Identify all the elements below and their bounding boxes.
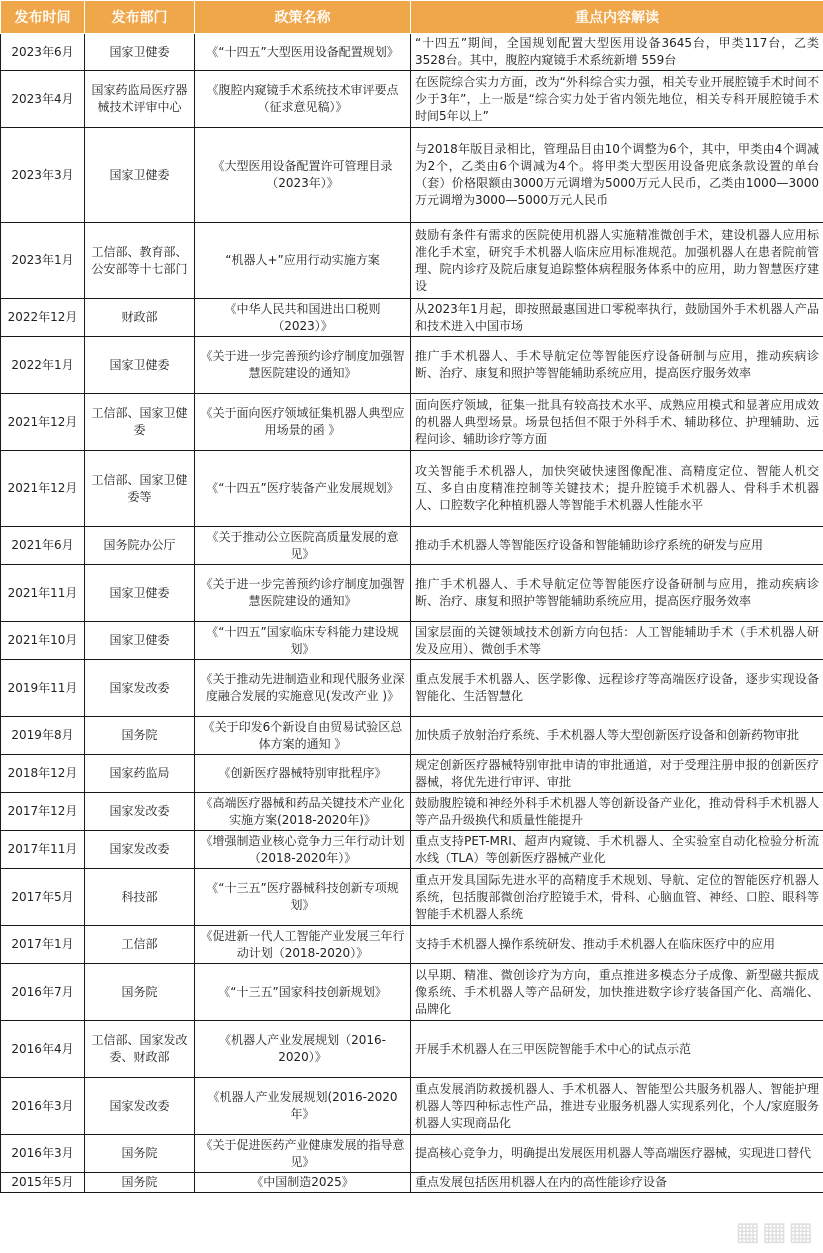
cell-content: 重点支持PET-MRI、超声内窥镜、手术机器人、全实验室自动化检验分析流水线（TLA）等创新医疗器械产业化 bbox=[411, 831, 823, 869]
cell-date: 2023年6月 bbox=[1, 34, 85, 71]
table-row bbox=[1, 717, 823, 755]
cell-dept: 国务院办公厅 bbox=[85, 527, 195, 565]
table-row bbox=[1, 660, 823, 717]
cell-content: 推广手术机器人、手术导航定位等智能医疗设备研制与应用，推动疾病诊断、治疗、康复和照护等智能辅助系统应用，提高医疗服务效率 bbox=[411, 337, 823, 394]
cell-dept: 国家发改委 bbox=[85, 793, 195, 831]
cell-dept: 财政部 bbox=[85, 299, 195, 337]
cell-content: 以早期、精准、微创诊疗为方向，重点推进多模态分子成像、新型磁共振成像系统、手术机器人等产品研发，加快推进数字诊疗装备国产化、高端化、品牌化 bbox=[411, 964, 823, 1021]
cell-date: 2015年5月 bbox=[1, 1173, 85, 1193]
cell-content: 面向医疗领域，征集一批具有较高技术水平、成熟应用模式和显著应用成效的机器人典型场景。场景包括但不限于外科手术、辅助移位、护理辅助、远程问诊、辅助诊疗等方面 bbox=[411, 394, 823, 451]
cell-dept: 国家卫健委 bbox=[85, 337, 195, 394]
table-row bbox=[1, 299, 823, 337]
cell-date: 2023年3月 bbox=[1, 128, 85, 223]
cell-date: 2017年12月 bbox=[1, 793, 85, 831]
cell-policy-name: 《关于进一步完善预约诊疗制度加强智慧医院建设的通知》 bbox=[195, 565, 411, 622]
cell-content: 重点发展手术机器人、医学影像、远程诊疗等高端医疗设备，逐步实现设备智能化、生活智慧化 bbox=[411, 660, 823, 717]
cell-dept: 国家卫健委 bbox=[85, 34, 195, 71]
cell-date: 2016年7月 bbox=[1, 964, 85, 1021]
cell-policy-name: 《高端医疗器械和药品关键技术产业化实施方案(2018-2020年)》 bbox=[195, 793, 411, 831]
table-row bbox=[1, 337, 823, 394]
table-row bbox=[1, 622, 823, 660]
cell-date: 2022年1月 bbox=[1, 337, 85, 394]
cell-date: 2021年12月 bbox=[1, 394, 85, 451]
cell-policy-name: 《腹腔内窥镜手术系统技术审评要点（征求意见稿）》 bbox=[195, 71, 411, 128]
cell-date: 2017年11月 bbox=[1, 831, 85, 869]
table-row bbox=[1, 926, 823, 964]
table-row bbox=[1, 565, 823, 622]
cell-dept: 工信部、国家卫健委 bbox=[85, 394, 195, 451]
table-row bbox=[1, 831, 823, 869]
cell-content: 规定创新医疗器械特别审批申请的审批通道，对于受理注册申报的创新医疗器械，将优先进行审评、审批 bbox=[411, 755, 823, 793]
cell-policy-name: 《关于推动先进制造业和现代服务业深度融合发展的实施意见(发改产业 )》 bbox=[195, 660, 411, 717]
cell-dept: 国家药监局医疗器械技术评审中心 bbox=[85, 71, 195, 128]
cell-policy-name: 《增强制造业核心竞争力三年行动计划（2018-2020年）》 bbox=[195, 831, 411, 869]
cell-policy-name: 《“十三五”国家科技创新规划》 bbox=[195, 964, 411, 1021]
table-row bbox=[1, 1173, 823, 1193]
cell-content: 提高核心竞争力，明确提出发展医用机器人等高端医疗器械，实现进口替代 bbox=[411, 1135, 823, 1173]
table-row bbox=[1, 869, 823, 926]
table-row bbox=[1, 1021, 823, 1078]
cell-policy-name: 《机器人产业发展规划（2016-2020）》 bbox=[195, 1021, 411, 1078]
cell-date: 2021年6月 bbox=[1, 527, 85, 565]
cell-dept: 工信部、国家卫健委等 bbox=[85, 451, 195, 527]
cell-date: 2017年5月 bbox=[1, 869, 85, 926]
cell-date: 2021年10月 bbox=[1, 622, 85, 660]
cell-content: 从2023年1月起，即按照最惠国进口零税率执行，鼓励国外手术机器人产品和技术进入中国市场 bbox=[411, 299, 823, 337]
cell-policy-name: “机器人+”应用行动实施方案 bbox=[195, 223, 411, 299]
cell-content: 鼓励有条件有需求的医院使用机器人实施精准微创手术，建设机器人应用标准化手术室，研究手术机器人临床应用标准规范。加强机器人在患者院前管理、院内诊疗及院后康复追踪整体病程服务体系中的应用，助力智慧医疗建设 bbox=[411, 223, 823, 299]
cell-content: 在医院综合实力方面，改为“外科综合实力强，相关专业开展腔镜手术时间不少于3年”，上一版是“综合实力处于省内领先地位，相关专科开展腔镜手术时间5年以上” bbox=[411, 71, 823, 128]
cell-content: 加快质子放射治疗系统、手术机器人等大型创新医疗设备和创新药物审批 bbox=[411, 717, 823, 755]
cell-policy-name: 《关于印发6个新设自由贸易试验区总体方案的通知 》 bbox=[195, 717, 411, 755]
table-row bbox=[1, 71, 823, 128]
cell-dept: 国务院 bbox=[85, 717, 195, 755]
cell-content: 推广手术机器人、手术导航定位等智能医疗设备研制与应用，推动疾病诊断、治疗、康复和照护等智能辅助系统应用，提高医疗服务效率 bbox=[411, 565, 823, 622]
cell-date: 2021年12月 bbox=[1, 451, 85, 527]
cell-date: 2016年4月 bbox=[1, 1021, 85, 1078]
cell-content: 鼓励腹腔镜和神经外科手术机器人等创新设备产业化，推动骨科手术机器人等产品升级换代和质量性能提升 bbox=[411, 793, 823, 831]
cell-dept: 国务院 bbox=[85, 1135, 195, 1173]
cell-dept: 工信部 bbox=[85, 926, 195, 964]
cell-policy-name: 《关于推动公立医院高质量发展的意见》 bbox=[195, 527, 411, 565]
cell-dept: 科技部 bbox=[85, 869, 195, 926]
cell-content: 重点发展消防救援机器人、手术机器人、智能型公共服务机器人、智能护理机器人等四种标志性产品，推进专业服务机器人实现系列化，个人/家庭服务机器人实现商品化 bbox=[411, 1078, 823, 1135]
cell-content: 重点发展包括医用机器人在内的高性能诊疗设备 bbox=[411, 1173, 823, 1193]
cell-content: 支持手术机器人操作系统研发、推动手术机器人在临床医疗中的应用 bbox=[411, 926, 823, 964]
cell-content: 国家层面的关键领域技术创新方向包括：人工智能辅助手术（手术机器人研发及应用）、微创手术等 bbox=[411, 622, 823, 660]
cell-dept: 国务院 bbox=[85, 964, 195, 1021]
table-row bbox=[1, 1135, 823, 1173]
cell-policy-name: 《关于进一步完善预约诊疗制度加强智慧医院建设的通知》 bbox=[195, 337, 411, 394]
cell-dept: 国家卫健委 bbox=[85, 565, 195, 622]
cell-date: 2023年4月 bbox=[1, 71, 85, 128]
cell-date: 2022年12月 bbox=[1, 299, 85, 337]
header-content: 重点内容解读 bbox=[411, 1, 823, 34]
table-row bbox=[1, 755, 823, 793]
cell-content: 推动手术机器人等智能医疗设备和智能辅助诊疗系统的研发与应用 bbox=[411, 527, 823, 565]
cell-policy-name: 《“十四五”国家临床专科能力建设规划》 bbox=[195, 622, 411, 660]
table-row bbox=[1, 223, 823, 299]
cell-date: 2016年3月 bbox=[1, 1078, 85, 1135]
cell-dept: 工信部、国家发改委、财政部 bbox=[85, 1021, 195, 1078]
cell-date: 2019年11月 bbox=[1, 660, 85, 717]
cell-date: 2018年12月 bbox=[1, 755, 85, 793]
cell-date: 2019年8月 bbox=[1, 717, 85, 755]
header-row bbox=[1, 1, 823, 34]
cell-policy-name: 《“十四五”医疗装备产业发展规划》 bbox=[195, 451, 411, 527]
cell-content: “十四五”期间，全国规划配置大型医用设备3645台，甲类117台，乙类3528台。其中，腹腔内窥镜手术系统新增 559台 bbox=[411, 34, 823, 71]
table-row bbox=[1, 128, 823, 223]
cell-content: 与2018年版目录相比，管理品目由10个调整为6个，其中，甲类由4个调减为2个，乙类由6个调减为4个。将甲类大型医用设备兜底条款设置的单台（套）价格限额由3000万元调增为5000万元人民币，乙类由1000—3000万元调增为3000—5000万元人民币 bbox=[411, 128, 823, 223]
cell-dept: 国务院 bbox=[85, 1173, 195, 1193]
cell-date: 2023年1月 bbox=[1, 223, 85, 299]
header-name: 政策名称 bbox=[195, 1, 411, 34]
cell-dept: 国家发改委 bbox=[85, 660, 195, 717]
table-row bbox=[1, 964, 823, 1021]
table-row bbox=[1, 451, 823, 527]
cell-policy-name: 《创新医疗器械特别审批程序》 bbox=[195, 755, 411, 793]
cell-dept: 国家卫健委 bbox=[85, 128, 195, 223]
cell-dept: 国家发改委 bbox=[85, 1078, 195, 1135]
cell-dept: 国家卫健委 bbox=[85, 622, 195, 660]
cell-date: 2016年3月 bbox=[1, 1135, 85, 1173]
header-date: 发布时间 bbox=[1, 1, 85, 34]
cell-policy-name: 《“十四五”大型医用设备配置规划》 bbox=[195, 34, 411, 71]
cell-policy-name: 《大型医用设备配置许可管理目录（2023年）》 bbox=[195, 128, 411, 223]
cell-dept: 工信部、教育部、公安部等十七部门 bbox=[85, 223, 195, 299]
cell-policy-name: 《“十三五”医疗器械科技创新专项规划》 bbox=[195, 869, 411, 926]
cell-content: 攻关智能手术机器人，加快突破快速图像配准、高精度定位、智能人机交互、多自由度精准控制等关键技术；提升腔镜手术机器人、骨科手术机器人、口腔数字化种植机器人等智能手术机器人性能水平 bbox=[411, 451, 823, 527]
table-row bbox=[1, 527, 823, 565]
cell-policy-name: 《中国制造2025》 bbox=[195, 1173, 411, 1193]
cell-policy-name: 《关于面向医疗领域征集机器人典型应用场景的函 》 bbox=[195, 394, 411, 451]
cell-policy-name: 《机器人产业发展规划(2016-2020年》 bbox=[195, 1078, 411, 1135]
table-row bbox=[1, 1078, 823, 1135]
cell-date: 2017年1月 bbox=[1, 926, 85, 964]
table-row bbox=[1, 793, 823, 831]
cell-policy-name: 《关于促进医药产业健康发展的指导意见》 bbox=[195, 1135, 411, 1173]
table-row bbox=[1, 394, 823, 451]
cell-policy-name: 《中华人民共和国进出口税则（2023）》 bbox=[195, 299, 411, 337]
table-row bbox=[1, 34, 823, 71]
cell-policy-name: 《促进新一代人工智能产业发展三年行动计划（2018-2020）》 bbox=[195, 926, 411, 964]
cell-content: 开展手术机器人在三甲医院智能手术中心的试点示范 bbox=[411, 1021, 823, 1078]
cell-date: 2021年11月 bbox=[1, 565, 85, 622]
cell-dept: 国家药监局 bbox=[85, 755, 195, 793]
cell-dept: 国家发改委 bbox=[85, 831, 195, 869]
table-body bbox=[1, 34, 823, 1193]
header-dept: 发布部门 bbox=[85, 1, 195, 34]
watermark-logo: ▦▦▦ bbox=[735, 1217, 815, 1247]
cell-content: 重点开发具国际先进水平的高精度手术规划、导航、定位的智能医疗机器人系统，包括腹部微创治疗腔镜手术，骨科、心脑血管、神经、口腔、眼科等智能手术机器人系统 bbox=[411, 869, 823, 926]
